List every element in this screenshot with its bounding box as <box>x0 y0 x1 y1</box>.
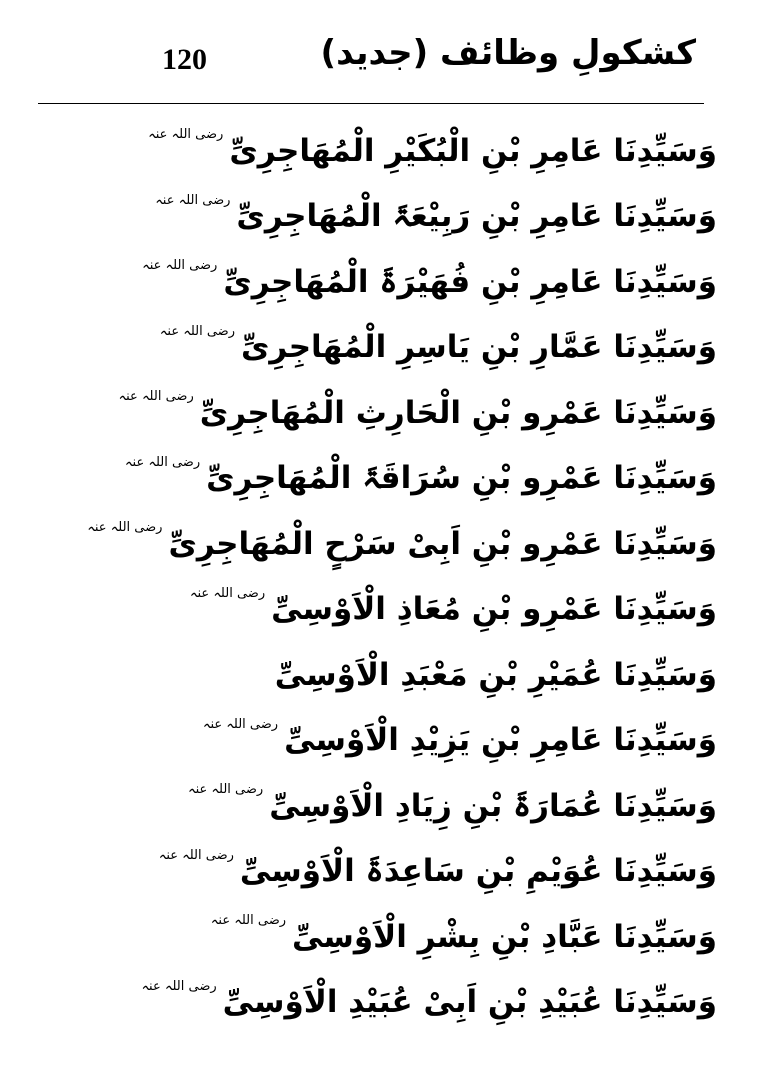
text-line <box>117 577 717 643</box>
text-lines <box>87 118 717 1035</box>
text-line <box>117 380 717 446</box>
text-line <box>117 708 717 774</box>
text-line <box>117 970 717 1036</box>
honorific-mark: رضی اللہ عنہ <box>87 520 163 535</box>
line-text: وَسَیِّدِنَا عَامِرِ بْنِ رَبِیْعَۃَ الْمُهَاجِرِیِّ <box>236 198 717 235</box>
honorific-mark: رضی اللہ عنہ <box>210 913 287 928</box>
line-text: وَسَیِّدِنَا عَمْرِو بْنِ الْحَارِثِ الْمُهَاجِرِیِّ <box>199 394 717 431</box>
honorific-mark: رضی اللہ عنہ <box>189 585 266 601</box>
line-text: وَسَیِّدِنَا عَمْرِو بْنِ مُعَاذِ الْاَوْسِیِّ <box>271 591 717 628</box>
honorific-mark: رضی اللہ عنہ <box>148 127 224 142</box>
line-text: وَسَیِّدِنَا عُوَیْمِ بْنِ سَاعِدَۃَ الْاَوْسِیِّ <box>239 853 717 890</box>
line-text: وَسَیِّدِنَا عُمَیْرِ بْنِ مَعْبَدِ الْاَوْسِیِّ <box>274 656 717 693</box>
line-text: وَسَیِّدِنَا عُبَیْدِ بْنِ اَبِیْ عُبَیْدِ الْاَوْسِیِّ <box>222 984 717 1021</box>
line-text: وَسَیِّدِنَا عُمَارَۃَ بْنِ زِیَادِ الْاَوْسِیِّ <box>269 787 717 824</box>
line-text: وَسَیِّدِنَا عَمَّارِ بْنِ یَاسِرِ الْمُهَاجِرِیِّ <box>241 329 717 366</box>
line-text: وَسَیِّدِنَا عَامِرِ بْنِ یَزِیْدِ الْاَوْسِیِّ <box>284 722 717 759</box>
page-header <box>38 18 704 98</box>
line-text: وَسَیِّدِنَا عَمْرِو بْنِ اَبِیْ سَرْحٍ الْمُهَاجِرِیِّ <box>168 525 717 562</box>
line-text: وَسَیِّدِنَا عَامِرِ بْنِ فُھَیْرَۃَ الْمُهَاجِرِیِّ <box>223 263 717 300</box>
text-line <box>117 315 717 381</box>
honorific-mark: رضی اللہ عنہ <box>159 323 235 339</box>
page-number: 120 <box>162 43 207 76</box>
line-text: وَسَیِّدِنَا عَمْرِو بْنِ سُرَاقَۃَ الْمُهَاجِرِیِّ <box>206 460 717 497</box>
text-line <box>87 511 717 577</box>
line-text: وَسَیِّدِنَا عَبَّادِ بْنِ بِشْرِ الْاَوْسِیِّ <box>292 918 717 955</box>
honorific-mark: رضی اللہ عنہ <box>142 258 218 273</box>
text-line <box>117 249 717 315</box>
book-title: کشکولِ وظائف (جدید) <box>320 33 696 73</box>
text-line <box>117 446 717 512</box>
text-line <box>117 642 717 708</box>
text-line <box>117 118 717 184</box>
honorific-mark: رضی اللہ عنہ <box>158 847 234 863</box>
text-line <box>117 773 717 839</box>
honorific-mark: رضی اللہ عنہ <box>118 389 194 404</box>
header-divider <box>38 103 704 104</box>
honorific-mark: رضی اللہ عنہ <box>141 978 217 994</box>
honorific-mark: رضی اللہ عنہ <box>188 782 264 797</box>
honorific-mark: رضی اللہ عنہ <box>202 716 279 732</box>
line-text: وَسَیِّدِنَا عَامِرِ بْنِ الْبُکَیْرِ الْمُهَاجِرِیِّ <box>229 132 717 169</box>
text-line <box>117 184 717 250</box>
honorific-mark: رضی اللہ عنہ <box>124 454 201 470</box>
honorific-mark: رضی اللہ عنہ <box>155 192 231 208</box>
text-line <box>117 839 717 905</box>
text-line <box>117 904 717 970</box>
